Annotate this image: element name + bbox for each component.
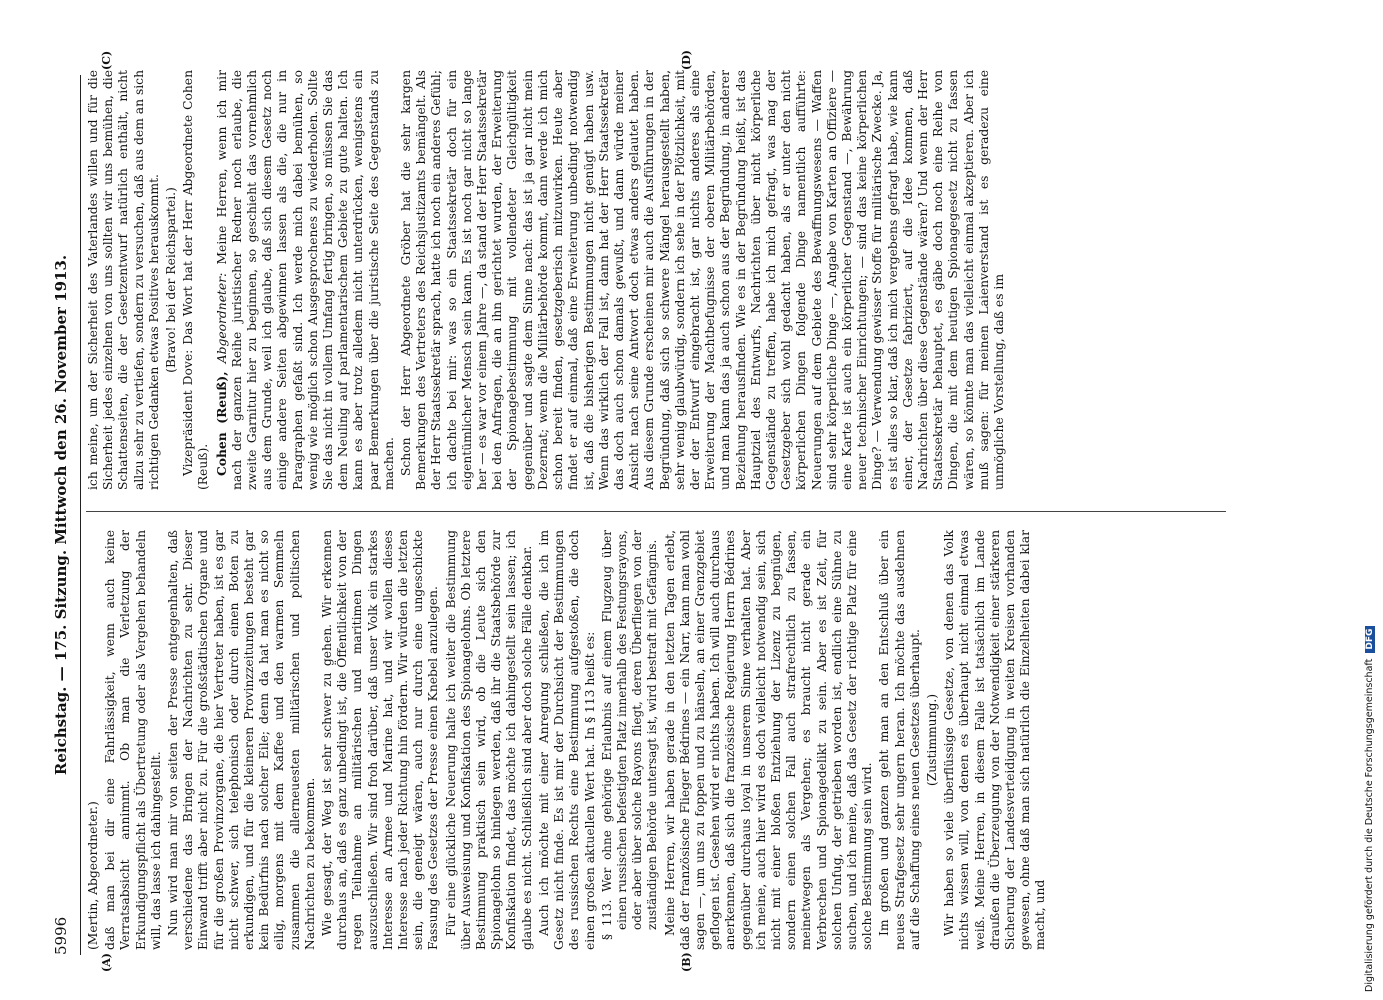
margin-mark-a: (A): [100, 953, 113, 972]
paragraph: Meine Herren, wir haben gerade in den letzten Tagen erlebt, daß der französische Flieger Bédrines — ein Narr, kann man wohl sagen —, um uns zu foppen und zu hänseln, an einer Grenzgebiet geflogen ist. Gesehen wird er nichts haben. Ich will auch durchaus anerkennen, daß sich die französische Regierung Herrn Bédrines gegenüber durchaus loyal in unserem Sinne verhalten hat. Aber ich meine, auch hier wird es doch vielleicht notwendig sein, sich nicht mit einer bloßen Entziehung der Lizenz zu begnügen, sondern einen solchen Fall auch strafrechtlich zu fassen, meinetwegen als Vergehen; es braucht nicht gerade ein Verbrechen und Spionagedelikt zu sein. Aber es ist Zeit, für solchen Unfug, der getrieben worden ist, endlich eine Sühne zu suchen, und ich meine, daß das Gesetz der richtige Platz für eine solche Bestimmung sein wird.: [662, 530, 875, 950]
margin-mark-c: (C): [100, 50, 113, 70]
applause-note: (Bravo! bei der Reichspartei.): [164, 187, 179, 373]
speaker-paragraph: [214, 70, 397, 490]
paragraph: Für eine glückliche Neuerung halte ich weiter die Bestimmung über Ausweisung und Konfiskation des Spionagelohns. Ob letztere Bestimmung praktisch sein wird, ob die Leute sich den Spionagelohn so hinlegen werden, daß ihr die Staatsbehörde zur Konfiskation findet, das möchte ich dahingestellt sein lassen; ich glaube es nicht. Schließlich sind aber doch solche Fälle denkbar.: [443, 530, 534, 950]
page-number: 5996: [52, 916, 70, 955]
margin-mark-b: (B): [680, 952, 693, 972]
column-rule: [86, 511, 1226, 512]
digitization-credit: Digitalisierung gefördert durch die Deutsche Forschungsgemeinschaft: [1364, 658, 1375, 992]
left-column: [86, 530, 1226, 950]
law-quote: § 113. Wer ohne gehörige Erlaubnis auf einem Flugzeug über einen russischen befestigten Platz innerhalb des Festungsrayons, oder aber über solche Rayons fliegt, deren Überfliegen von der zuständigen Behörde untersagt ist, wird bestraft mit Gefängnis.: [599, 530, 660, 940]
dfg-logo: DFG: [1365, 626, 1375, 653]
speaker-name: Cohen (Reuß),: [213, 371, 229, 476]
paragraph: Auch ich möchte mit einer Anregung schließen, die ich im Gesetz nicht finde. Es ist mir der Durchsicht der Bestimmungen des russischen Rechts eine Bestimmung aufgestoßen, die doch einen großen aktuellen Wert hat. In § 113 heißt es:: [536, 530, 597, 950]
paragraph: Nun wird man mir von seiten der Presse entgegenhalten, daß verschiedene das Bringen der Nachrichten zu sehr. Dieser Einwand trifft aber nicht zu. Für die großstädtischen Organe und für die großen Provinzorgane, die hier Vertreter haben, ist es gar nicht schwer, sich telephonisch oder durch einen Boten zu erkundigen, und für die kleineren Provinzzeitungen besteht gar kein Bedürfnis nach solcher Eile; denn da hat man es nicht so eilig, morgens mit dem Kaffee und den warmen Semmeln zusammen die allerneuesten militärischen und politischen Nachrichten zu bekommen.: [166, 530, 317, 950]
paragraph: ich meine, um der Sicherheit des Vaterlandes willen und für die Sicherheit jedes einzelnen von uns sollten wir uns bemühen, die Schattenseiten, die der Gesetzentwurf natürlich enthält, nicht allzu sehr zu vertiefen, sondern zu versuchen, daß aus dem an sich richtigen Gedanken etwas Positives herauskommt.: [86, 70, 161, 490]
president-note: Vizepräsident Dove: Das Wort hat der Herr Abgeordnete Cohen (Reuß).: [181, 70, 211, 490]
paragraph: Schon der Herr Abgeordnete Gröber hat die sehr kargen Bemerkungen des Vertreters des Reichsjustizamts bemängelt. Als der Herr Staatssekretär sprach, hatte ich noch ein anderes Gefühl; ich dachte bei mir: was so ein Staatssekretär doch für ein eigentümlicher Mensch sein kann. Es ist noch gar nicht so lange her — es war vor einem Jahre —, da stand der Herr Staatssekretär bei den Anfragen, die an ihn gerichtet wurden, der Erweiterung der Spionagebestimmung mit vollendeter Gleichgültigkeit gegenüber und sagte dem Sinne nach: das ist ja gar nicht mein Dezernat; wenn die Militärbehörde kommt, dann werde ich mich schon bereit finden, gesetzgeberisch mitzuwirken. Heute aber findet er auf einmal, daß eine Erweiterung unbedingt notwendig ist, daß die bisherigen Bestimmungen nicht genügt haben usw. Wenn das wirklich der Fall ist, dann hat der Herr Staatssekretär das doch auch schon damals gewußt, und dann würde meiner Ansicht nach seine Antwort doch etwas anders gelautet haben. Aus diesem Grunde erscheinen mir auch die Ausführungen in der Begründung, daß sich so schwere Mängel herausgestellt haben, sehr wenig glaubwürdig, sondern ich sehe in der Plötzlichkeit, mit der der Entwurf eingebracht ist, gar nichts anderes als eine Erweiterung der Machtbefugnisse der oberen Militärbehörden, und man kann das ja auch schon aus der Begründung, in anderer Beziehung herausfinden. Wie es in der Begründung heißt, ist das Hauptziel des Entwurfs, Nachrichten über nicht körperliche Gegenstände zu treffen, habe ich mich gefragt, was mag der Gesetzgeber sich wohl gedacht haben, als er unter den nicht körperlichen Dingen folgende Dinge namentlich aufführte: Neuerungen auf dem Gebiete des Bewaffnungswesens — Waffen sind sehr körperliche Dinge —, Angabe von Karten an Offiziere — eine Karte ist auch ein körperlicher Gegenstand —, Bewährung neuer technischer Einrichtungen; — sind das keine körperlichen Dinge? — Verwendung gewisser Stoffe für militärische Zwecke. Ja, es ist alles so klar, daß ich mich vergebens gefragt habe, wie kann einer, der Gesetze fabriziert, auf die Idee kommen, daß Nachrichten über diese Gegenstände wären? Und wenn der Herr Staatssekretär behauptet, es gäbe doch noch eine Reihe von Dingen, die mit dem heutigen Spionagegesetz nicht zu fassen wären, so könnte man das vielleicht einmal akzeptieren. Aber ich muß sagen: für meinen Laienverstand ist es geradezu eine unmögliche Vorstellung, daß es im: [399, 70, 1006, 490]
sidebar-label: [1364, 8, 1378, 992]
paragraph: daß man bei dir eine Fahrlässigkeit, wenn auch keine Verratsabsicht annimmt. Ob man die Verletzung der Erkundigungspflicht als Übertretung oder als Vergehen behandeln will, das lasse ich dahingestellt.: [103, 530, 163, 950]
margin-mark-d: (D): [680, 50, 693, 70]
digitization-sidebar: [1360, 8, 1382, 992]
running-title: Reichstag. — 175. Sitzung. Mittwoch den 26. November 1913.: [52, 254, 70, 776]
paragraph: Im großen und ganzen geht man an den Entschluß über ein neues Strafgesetz sehr ungern heran. Ich möchte das ausdehnen auf die Schaffung eines neuen Gesetzes überhaupt.: [877, 530, 922, 950]
applause-note: (Zustimmung.): [924, 693, 939, 787]
header-rule: [80, 75, 81, 955]
speaker-head: (Mertin, Abgeordneter.): [86, 801, 100, 950]
page-header: [50, 75, 76, 955]
speaker-role: Abgeordneter:: [214, 272, 229, 364]
paragraph: Wir haben so viele überflüssige Gesetze, von denen das Volk nichts wissen will, von denen es überhaupt nicht einmal etwas weiß. Meine Herren, in diesem Falle ist tatsächlich im Lande draußen die Überzeugung von der Notwendigkeit einer stärkeren Sicherung der Landesverteidigung in weiten Kreisen vorhanden gewesen, ohne daß man sich natürlich die Einzelheiten dabei klar macht, und: [942, 530, 1048, 950]
speech-text: Meine Herren, wenn ich mir nach der ganzen Reihe juristischer Redner noch erlaube, die zweite Garnitur hier zu beginnen, so geschieht das vornehmlich aus dem Grunde, weil ich glaube, daß sich diesem Gesetz noch einige andere Seiten abgewinnen lassen als die, die nur in Paragraphen gefaßt sind. Ich werde mich dabei bemühen, so wenig wie möglich schon Ausgesprochenes zu wiederholen. Sollte Sie das nicht in vollem Umfang fertig bringen, so müssen Sie das dem Neuling auf parlamentarischem Gebiete zu gute halten. Ich kann es aber trotz alledem nicht unterdrücken, wenigstens ein paar Bemerkungen über die juristische Seite des Gegenstands zu machen.: [214, 70, 396, 490]
right-column: [86, 70, 1226, 490]
paragraph: Wie gesagt, der Weg ist sehr schwer zu gehen. Wir erkennen durchaus an, daß es ganz unbedingt ist, die Öffentlichkeit von der regen Teilnahme an militärischen und maritimen Dingen auszuschließen. Wir sind froh darüber, daß unser Volk ein starkes Interesse an Armee und Marine hat, und wir wollen dieses Interesse nach jeder Richtung hin fördern. Wir würden die letzten sein, die geneigt wären, auch nur durch eine ungeschickte Fassung des Gesetzes der Presse einen Knebel anzulegen.: [320, 530, 441, 950]
